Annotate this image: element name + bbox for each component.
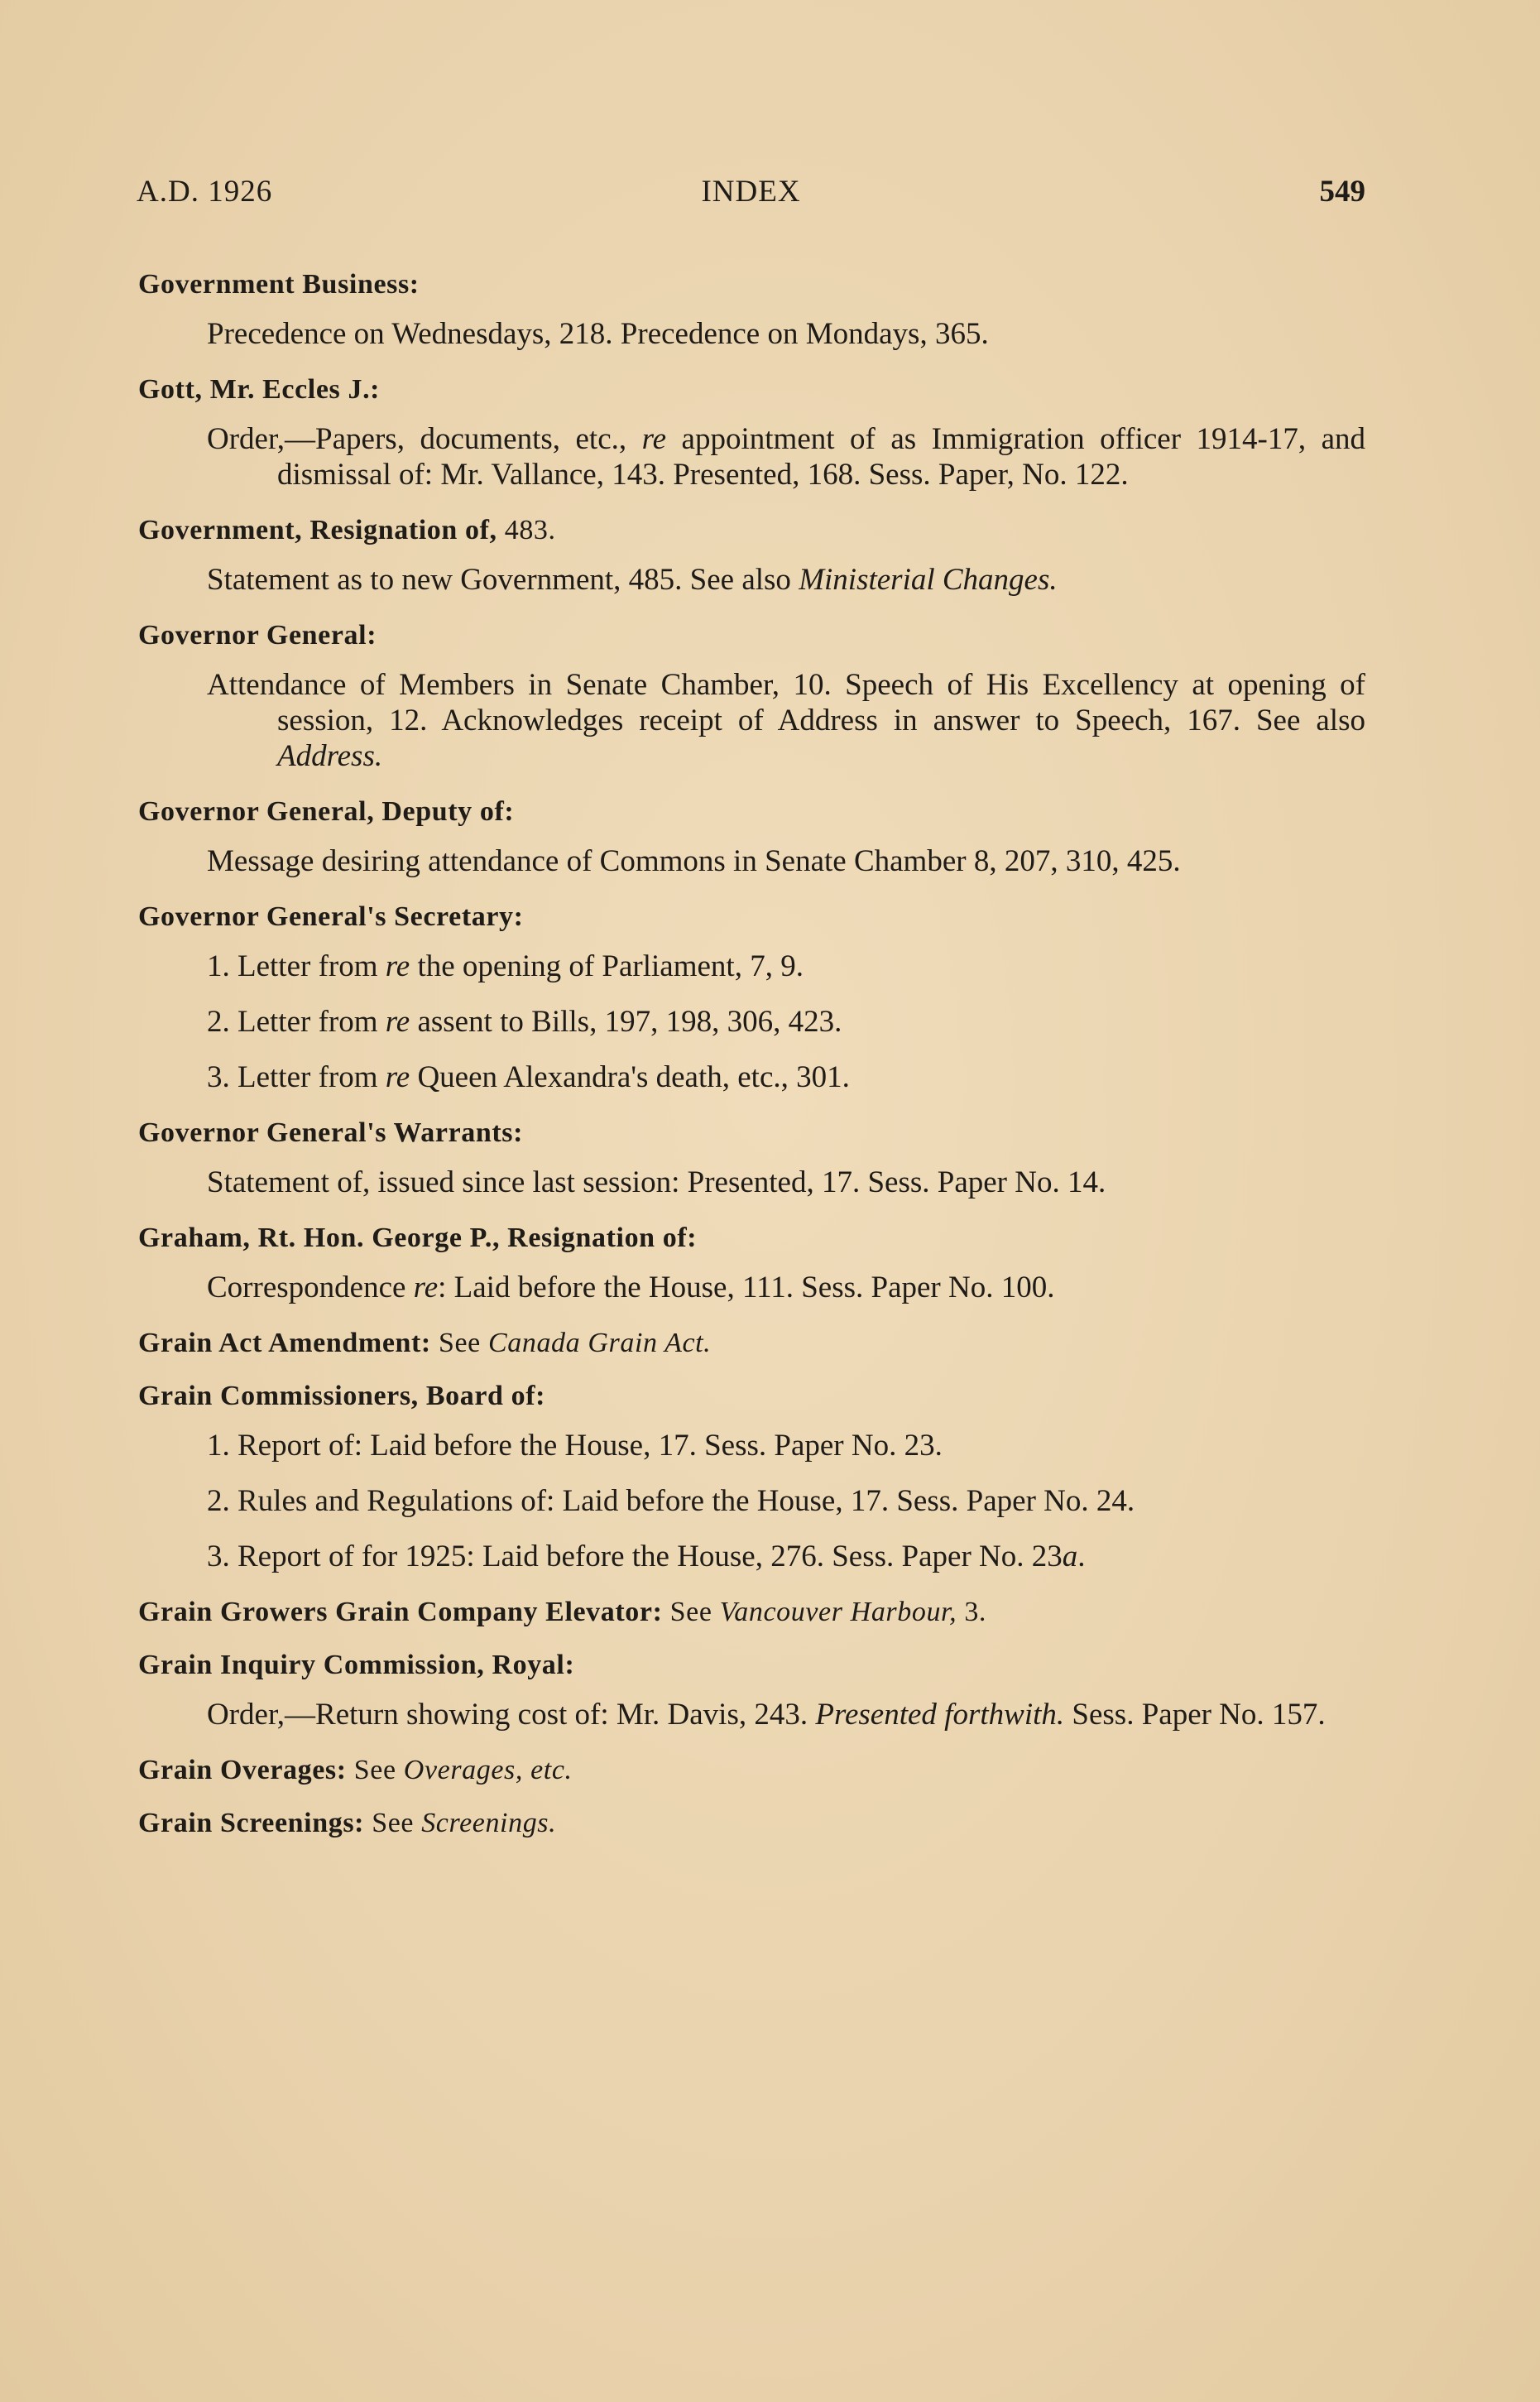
entry-subitem	[138, 667, 1365, 774]
cross-reference: Overages, etc.	[403, 1755, 573, 1785]
index-entry	[138, 1594, 1365, 1631]
entry-subitem	[138, 1539, 1365, 1574]
entry-heading-text: Grain Inquiry Commission, Royal:	[138, 1650, 575, 1680]
page-number: 549	[1319, 175, 1365, 209]
header-date: A.D. 1926	[137, 175, 273, 209]
entry-heading-page: 483.	[504, 515, 556, 545]
subitem-text: 1. Letter from	[207, 949, 386, 983]
entry-subitem	[138, 562, 1365, 598]
italic-text: re	[413, 1271, 439, 1304]
subitem-text: : Laid before the House, 111. Sess. Paper No. 100.	[438, 1271, 1055, 1304]
index-entry	[138, 1325, 1365, 1362]
entry-heading	[138, 1647, 1365, 1684]
entry-heading-text: Governor General's Warrants:	[138, 1117, 524, 1148]
italic-text: re	[385, 949, 410, 983]
index-entry	[138, 1805, 1365, 1842]
entry-heading-text: Governor General:	[138, 620, 377, 651]
subitem-text: Statement of, issued since last session: Presented, 17. Sess. Paper No. 14.	[207, 1165, 1106, 1199]
italic-text: Address.	[277, 739, 383, 773]
index-entry	[138, 794, 1365, 879]
subitem-text: Attendance of Members in Senate Chamber, 10. Speech of His Excellency at opening of session, 12. Acknowledges receipt of Address in answer to Speech, 167. See also	[207, 668, 1365, 737]
italic-text: re	[641, 422, 667, 456]
entry-heading	[138, 372, 1365, 408]
entry-subitem	[138, 843, 1365, 879]
italic-text: Ministerial Changes.	[799, 563, 1058, 597]
entry-heading	[138, 1325, 1365, 1362]
entry-subitem	[138, 421, 1365, 492]
index-entry	[138, 899, 1365, 1095]
subitem-text: Statement as to new Government, 485. See also	[207, 563, 799, 597]
subitem-text: Queen Alexandra's death, etc., 301.	[410, 1060, 850, 1094]
subitem-text: Order,—Papers, documents, etc.,	[207, 422, 642, 456]
entry-heading	[138, 1752, 1365, 1789]
cross-reference: Canada Grain Act.	[487, 1328, 712, 1358]
index-entries	[138, 267, 1365, 1858]
index-entry	[138, 1647, 1365, 1732]
entry-heading-text: Grain Overages:	[138, 1755, 347, 1785]
subitem-text: the opening of Parliament, 7, 9.	[410, 949, 804, 983]
subitem-text: 1. Report of: Laid before the House, 17. Sess. Paper No. 23.	[207, 1429, 943, 1463]
subitem-text: 2. Letter from	[207, 1005, 386, 1039]
entry-heading	[138, 1805, 1365, 1842]
entry-heading	[138, 899, 1365, 935]
index-entry	[138, 617, 1365, 774]
entry-subitem	[138, 949, 1365, 984]
index-entry	[138, 1220, 1365, 1305]
see-reference-label: See	[438, 1328, 481, 1358]
entry-subitem	[138, 1428, 1365, 1463]
cross-reference: Vancouver Harbour,	[719, 1597, 957, 1627]
index-entry	[138, 1752, 1365, 1789]
subitem-text: 2. Rules and Regulations of: Laid before the House, 17. Sess. Paper No. 24.	[207, 1484, 1135, 1518]
entry-heading-text: Grain Commissioners, Board of:	[138, 1381, 546, 1411]
entry-subitem	[138, 1483, 1365, 1519]
entry-heading-text: Grain Act Amendment:	[138, 1328, 431, 1358]
entry-heading	[138, 267, 1365, 303]
entry-heading-text: Government Business:	[138, 269, 420, 300]
subitem-text: Order,—Return showing cost of: Mr. Davis, 243.	[207, 1698, 816, 1732]
index-entry	[138, 1115, 1365, 1200]
subitem-text: Precedence on Wednesdays, 218. Precedence on Mondays, 365.	[207, 317, 989, 351]
entry-heading	[138, 1594, 1365, 1631]
index-entry	[138, 267, 1365, 352]
entry-heading-text: Government, Resignation of,	[138, 515, 497, 545]
subitem-text: .	[1077, 1540, 1086, 1573]
entry-heading-text: Gott, Mr. Eccles J.:	[138, 374, 381, 405]
italic-text: Presented forthwith.	[815, 1698, 1065, 1732]
cross-reference: Screenings.	[421, 1808, 557, 1838]
see-reference-label: See	[353, 1755, 396, 1785]
entry-subitem	[138, 316, 1365, 352]
subitem-text: assent to Bills, 197, 198, 306, 423.	[410, 1005, 842, 1039]
entry-subitem	[138, 1059, 1365, 1095]
subitem-text: Correspondence	[207, 1271, 414, 1304]
header-title: INDEX	[701, 175, 801, 209]
entry-subitem	[138, 1004, 1365, 1040]
entry-heading	[138, 1220, 1365, 1256]
entry-subitem	[138, 1697, 1365, 1732]
subitem-text: appointment of as Immigration officer 1914-17, and dismissal of: Mr. Vallance, 143. Presented, 168. Sess. Paper, No. 122.	[277, 422, 1366, 492]
subitem-text: Message desiring attendance of Commons in Senate Chamber 8, 207, 310, 425.	[207, 844, 1181, 878]
index-entry	[138, 372, 1365, 492]
entry-heading-text: Governor General's Secretary:	[138, 901, 524, 932]
entry-subitem	[138, 1165, 1365, 1200]
entry-heading	[138, 512, 1365, 549]
entry-subitem	[138, 1270, 1365, 1305]
entry-heading-text: Graham, Rt. Hon. George P., Resignation of:	[138, 1223, 698, 1253]
subitem-text: 3. Report of for 1925: Laid before the House, 276. Sess. Paper No. 23	[207, 1540, 1063, 1573]
entry-heading	[138, 794, 1365, 830]
see-reference-label: See	[669, 1597, 712, 1627]
see-reference-label: See	[372, 1808, 415, 1838]
subitem-text: Sess. Paper No. 157.	[1064, 1698, 1326, 1732]
running-head	[137, 174, 1365, 215]
index-entry	[138, 1378, 1365, 1574]
entry-heading-text: Grain Growers Grain Company Elevator:	[138, 1597, 663, 1627]
subitem-text: 3. Letter from	[207, 1060, 386, 1094]
entry-heading	[138, 1378, 1365, 1415]
italic-text: re	[385, 1060, 410, 1094]
entry-heading-text: Governor General, Deputy of:	[138, 796, 515, 827]
entry-heading-text: Grain Screenings:	[138, 1808, 365, 1838]
cross-reference-page: 3.	[964, 1597, 987, 1627]
index-entry	[138, 512, 1365, 598]
italic-text: a	[1062, 1540, 1078, 1573]
italic-text: re	[385, 1005, 410, 1039]
entry-heading	[138, 1115, 1365, 1151]
entry-heading	[138, 617, 1365, 654]
